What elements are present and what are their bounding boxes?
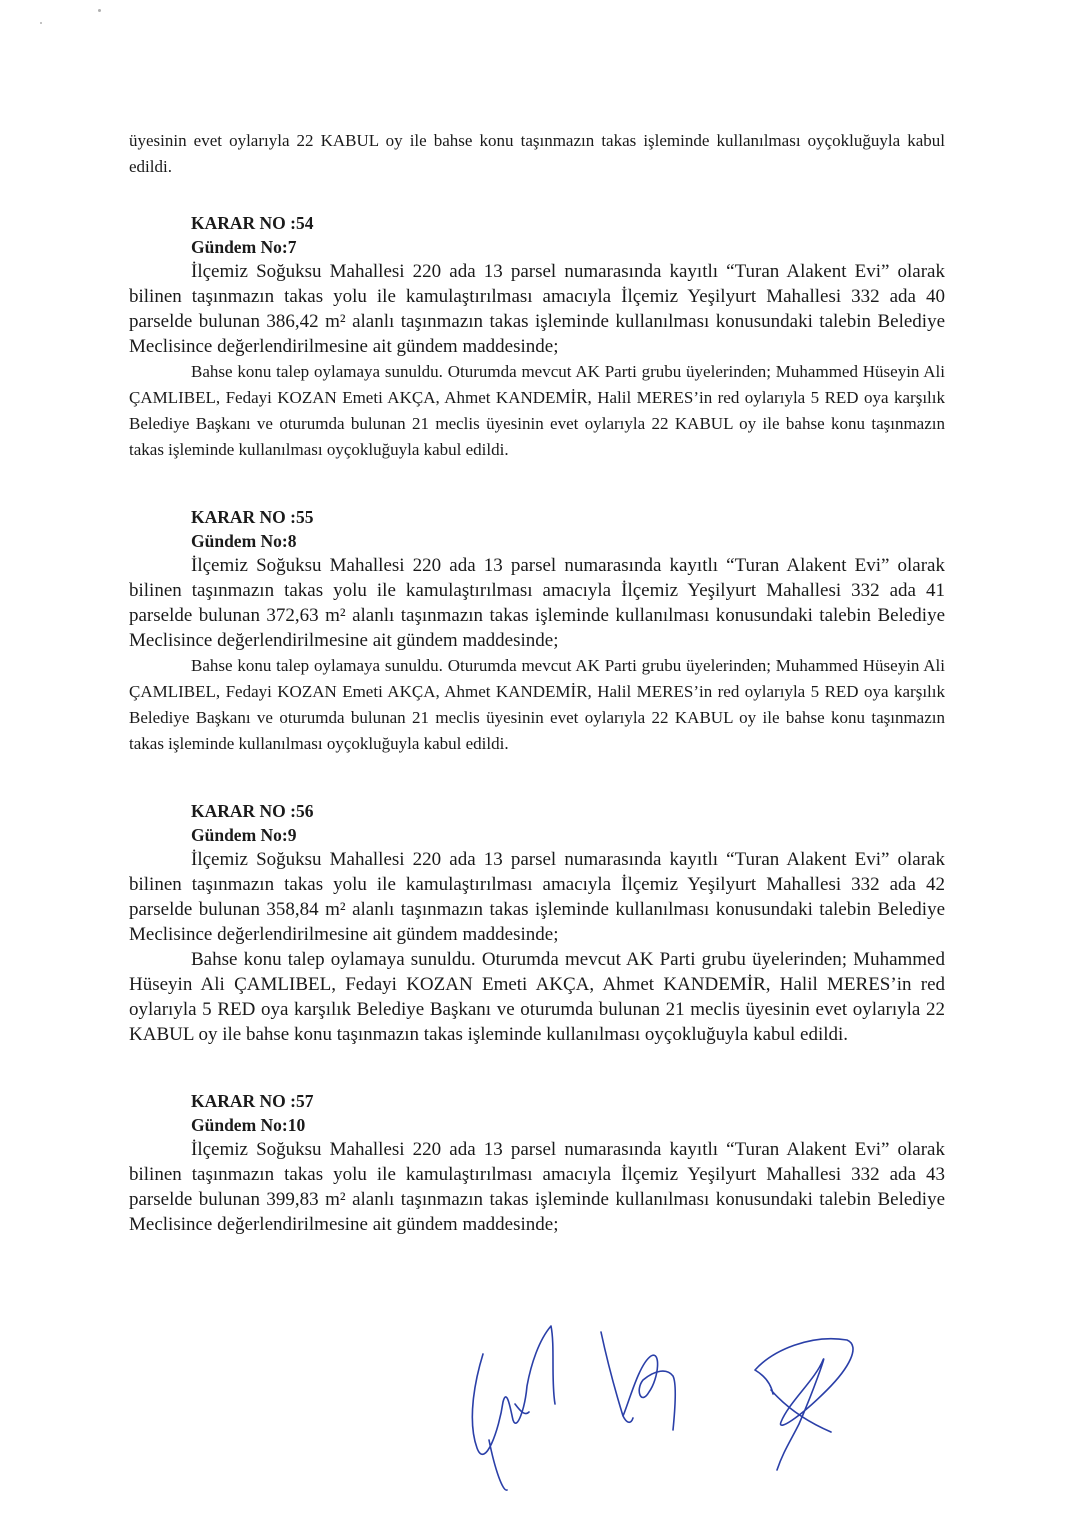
karar-no: KARAR NO :56 (191, 801, 314, 821)
scan-speck (40, 22, 42, 24)
signature-3 (755, 1339, 853, 1470)
vote-result: Bahse konu talep oylamaya sunuldu. Oturumda mevcut AK Parti grubu üyelerinden; Muhammed Hüseyin Ali ÇAMLIBEL, Fedayi KOZAN Emeti AKÇA, Ahmet KANDEMİR, Halil MERES’in red oylarıyla 5 RED oya karşılık Belediye Başkanı ve oturumda bulunan 21 meclis üyesinin evet oylarıyla 22 KABUL oy ile bahse konu taşınmazın takas işleminde kullanılması oyçokluğuyla kabul edildi. (129, 949, 945, 1045)
decision-55 (129, 505, 945, 757)
karar-no: KARAR NO :55 (191, 507, 314, 527)
agenda-subject: İlçemiz Soğuksu Mahallesi 220 ada 13 parsel numarasında kayıtlı “Turan Alakent Evi” olarak bilinen taşınmazın takas yolu ile kamulaştırılması amacıyla İlçemiz Yeşilyurt Mahallesi 332 ada 40 parselde bulunan 386,42 m² alanlı taşınmazın takas işleminde kullanılması konusundaki talebin Belediye Meclisince değerlendirilmesine ait gündem maddesinde; (129, 261, 945, 357)
gundem-no: Gündem No:8 (191, 531, 297, 551)
signatures (455, 1320, 875, 1500)
decision-56 (129, 799, 945, 1047)
vote-result: Bahse konu talep oylamaya sunuldu. Oturumda mevcut AK Parti grubu üyelerinden; Muhammed Hüseyin Ali ÇAMLIBEL, Fedayi KOZAN Emeti AKÇA, Ahmet KANDEMİR, Halil MERES’in red oylarıyla 5 RED oya karşılık Belediye Başkanı ve oturumda bulunan 21 meclis üyesinin evet oylarıyla 22 KABUL oy ile bahse konu taşınmazın takas işleminde kullanılması oyçokluğuyla kabul edildi. (129, 656, 945, 753)
karar-no: KARAR NO :57 (191, 1091, 314, 1111)
scan-speck (98, 9, 101, 12)
decision-57 (129, 1089, 945, 1237)
gundem-no: Gündem No:7 (191, 237, 297, 257)
agenda-subject: İlçemiz Soğuksu Mahallesi 220 ada 13 parsel numarasında kayıtlı “Turan Alakent Evi” olarak bilinen taşınmazın takas yolu ile kamulaştırılması amacıyla İlçemiz Yeşilyurt Mahallesi 332 ada 42 parselde bulunan 358,84 m² alanlı taşınmazın takas işleminde kullanılması konusundaki talebin Belediye Meclisince değerlendirilmesine ait gündem maddesinde; (129, 849, 945, 945)
signature-2 (601, 1332, 675, 1430)
signature-1 (472, 1326, 555, 1490)
gundem-no: Gündem No:9 (191, 825, 297, 845)
karar-no: KARAR NO :54 (191, 213, 314, 233)
agenda-subject: İlçemiz Soğuksu Mahallesi 220 ada 13 parsel numarasında kayıtlı “Turan Alakent Evi” olarak bilinen taşınmazın takas yolu ile kamulaştırılması amacıyla İlçemiz Yeşilyurt Mahallesi 332 ada 41 parselde bulunan 372,63 m² alanlı taşınmazın takas işleminde kullanılması konusundaki talebin Belediye Meclisince değerlendirilmesine ait gündem maddesinde; (129, 555, 945, 651)
agenda-subject: İlçemiz Soğuksu Mahallesi 220 ada 13 parsel numarasında kayıtlı “Turan Alakent Evi” olarak bilinen taşınmazın takas yolu ile kamulaştırılması amacıyla İlçemiz Yeşilyurt Mahallesi 332 ada 43 parselde bulunan 399,83 m² alanlı taşınmazın takas işleminde kullanılması konusundaki talebin Belediye Meclisince değerlendirilmesine ait gündem maddesinde; (129, 1139, 945, 1235)
intro-paragraph: üyesinin evet oylarıyla 22 KABUL oy ile bahse konu taşınmazın takas işleminde kullanılması oyçokluğuyla kabul edildi. (129, 131, 945, 176)
gundem-no: Gündem No:10 (191, 1115, 306, 1135)
vote-result: Bahse konu talep oylamaya sunuldu. Oturumda mevcut AK Parti grubu üyelerinden; Muhammed Hüseyin Ali ÇAMLIBEL, Fedayi KOZAN Emeti AKÇA, Ahmet KANDEMİR, Halil MERES’in red oylarıyla 5 RED oya karşılık Belediye Başkanı ve oturumda bulunan 21 meclis üyesinin evet oylarıyla 22 KABUL oy ile bahse konu taşınmazın takas işleminde kullanılması oyçokluğuyla kabul edildi. (129, 362, 945, 459)
decision-54 (129, 211, 945, 463)
document-body (129, 128, 945, 1237)
